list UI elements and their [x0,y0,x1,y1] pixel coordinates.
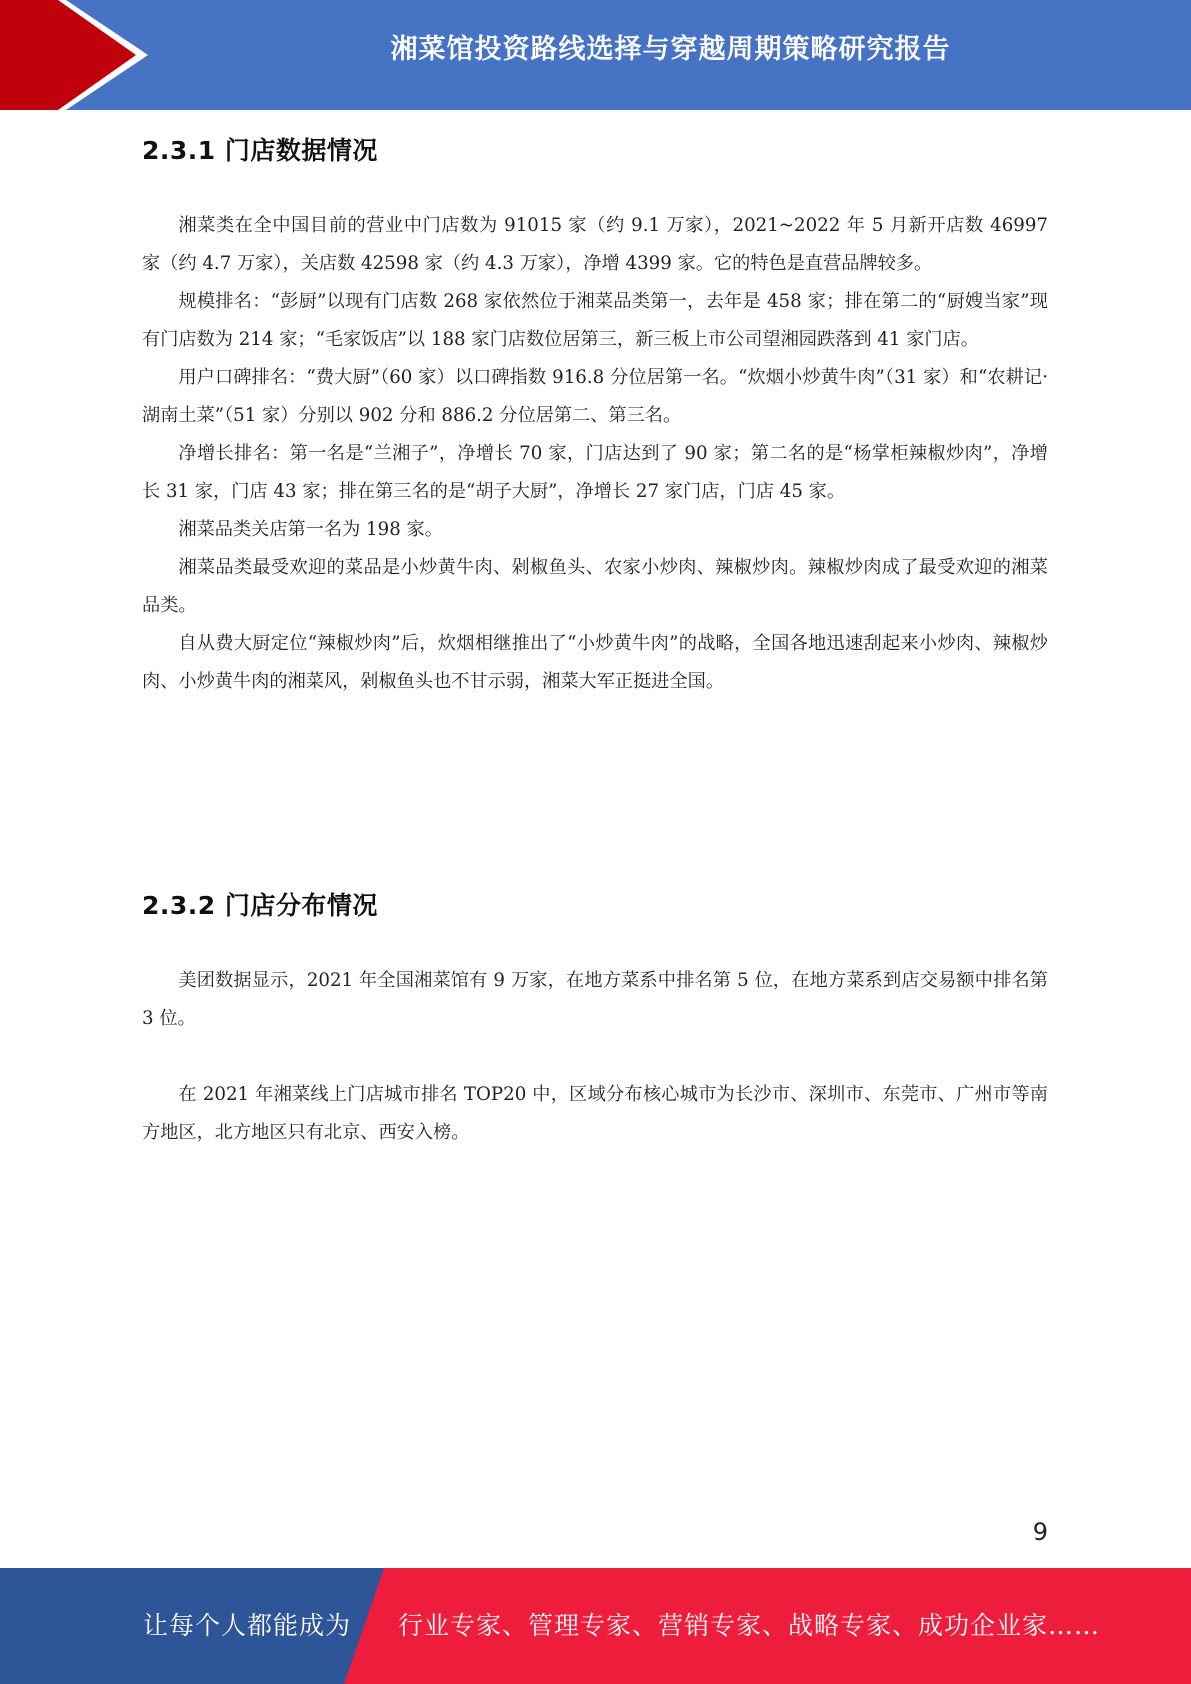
footer-banner [0,1568,1191,1684]
header-banner [0,0,1191,110]
paragraph: 规模排名：“彭厨”以现有门店数 268 家依然位于湘菜品类第一，去年是 458 家；排在第二的“厨嫂当家”现有门店数为 214 家；“毛家饭店”以 188 家门店数位居第三，新三板上市公司望湘园跌落到 41 家门店。 [142,291,1048,350]
paragraph: 净增长排名：第一名是“兰湘子”，净增长 70 家，门店达到了 90 家；第二名的是“杨掌柜辣椒炒肉”，净增长 31 家，门店 43 家；排在第三名的是“胡子大厨”，净增长 27 家门店，门店 45 家。 [142,443,1048,502]
paragraph: 自从费大厨定位“辣椒炒肉”后，炊烟相继推出了“小炒黄牛肉”的战略，全国各地迅速刮起来小炒肉、辣椒炒肉、小炒黄牛肉的湘菜风，剁椒鱼头也不甘示弱，湘菜大军正挺进全国。 [142,633,1048,692]
section-heading: 2.3.2 门店分布情况 [142,891,378,920]
section-body [142,207,1048,701]
section-body [142,962,1048,1152]
footer-slogan-right: 行业专家、管理专家、营销专家、战略专家、成功企业家…… [398,1611,1101,1640]
section-store-distribution [142,886,1048,1152]
footer-slogan-left: 让每个人都能成为 [143,1611,352,1640]
section-heading: 2.3.1 门店数据情况 [142,136,378,165]
page-number: 9 [1032,1518,1048,1546]
paragraph: 湘菜类在全中国目前的营业中门店数为 91015 家（约 9.1 万家），2021~2022 年 5 月新开店数 46997 家（约 4.7 万家），关店数 42598 家（约 4.3 万家），净增 4399 家。它的特色是直营品牌较多。 [142,215,1048,274]
paragraph: 美团数据显示，2021 年全国湘菜馆有 9 万家，在地方菜系中排名第 5 位，在地方菜系到店交易额中排名第 3 位。 [142,970,1048,1029]
paragraph: 湘菜品类关店第一名为 198 家。 [178,519,443,540]
paragraph: 在 2021 年湘菜线上门店城市排名 TOP20 中，区域分布核心城市为长沙市、深圳市、东莞市、广州市等南方地区，北方地区只有北京、西安入榜。 [142,1084,1048,1143]
document-title: 湘菜馆投资路线选择与穿越周期策略研究报告 [390,34,951,65]
paragraph: 用户口碑排名：“费大厨”（60 家）以口碑指数 916.8 分位居第一名。“炊烟小炒黄牛肉”（31 家）和“农耕记·湖南土菜”（51 家）分别以 902 分和 886.2 分位居第二、第三名。 [142,367,1048,426]
paragraph: 湘菜品类最受欢迎的菜品是小炒黄牛肉、剁椒鱼头、农家小炒肉、辣椒炒肉。辣椒炒肉成了最受欢迎的湘菜品类。 [142,557,1048,616]
section-store-data [142,131,1048,701]
